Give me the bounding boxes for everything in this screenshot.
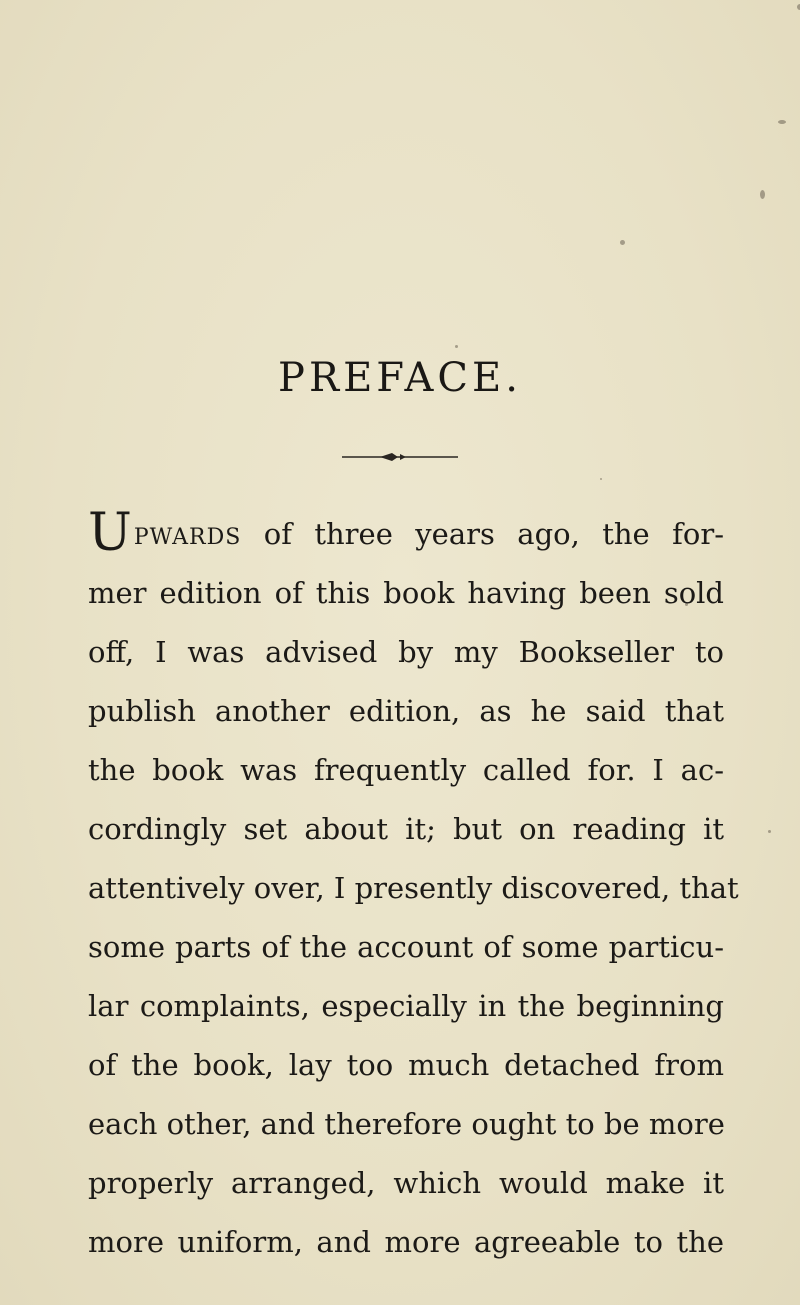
text-line: cordingly set about it; but on reading it [88, 812, 724, 846]
text-line: publish another edition, as he said that [88, 694, 724, 728]
paper-speck [455, 345, 458, 348]
text-line [88, 505, 724, 564]
text-line: of the book, lay too much detached from [88, 1048, 724, 1082]
preface-text [88, 503, 739, 1272]
drop-cap: U [88, 503, 132, 563]
text-line: each other, and therefore ought to be more [88, 1107, 725, 1141]
paper-speck [760, 190, 765, 199]
text-line: off, I was advised by my Bookseller to [88, 635, 724, 669]
paper-speck [620, 240, 625, 245]
text-line: mer edition of this book having been sold [88, 576, 724, 610]
paper-speck [768, 830, 771, 833]
text-line: properly arranged, which would make it [88, 1166, 724, 1200]
line-text: of three years ago, the for- [241, 517, 724, 551]
first-word: PWARDS [133, 525, 242, 550]
paper-speck [600, 478, 602, 480]
text-line: the book was frequently called for. I ac- [88, 753, 724, 787]
text-line: lar complaints, especially in the beginning [88, 989, 724, 1023]
rule-ornament-icon [340, 450, 460, 464]
page-title: PREFACE. [278, 355, 522, 401]
text-line: attentively over, I presently discovered, that [88, 871, 739, 905]
text-line: more uniform, and more agreeable to the [88, 1225, 724, 1259]
text-line: some parts of the account of some particu- [88, 930, 724, 964]
paper-speck [778, 120, 786, 124]
